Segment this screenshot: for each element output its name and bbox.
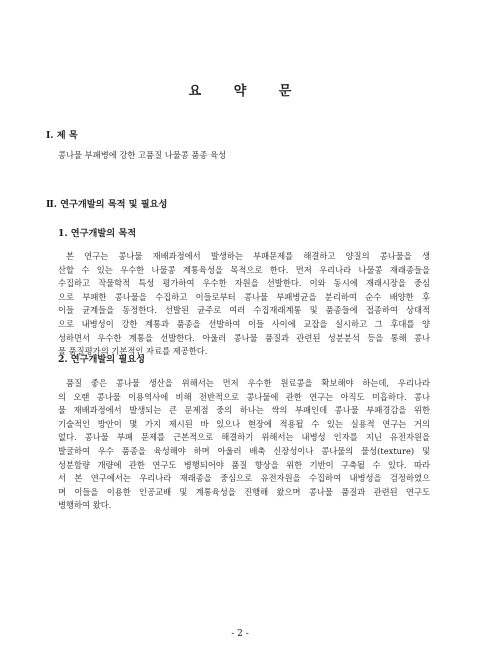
paragraph-line: 발굴하여 우수 품종을 육성해야 하며 아울러 배축 신장성이나 콩나물의 물성(texture) 및 <box>58 446 430 456</box>
paragraph-line: 품질 좋은 콩나물 생산을 위해서는 먼저 우수한 원료콩을 확보해야 하는데, 우리나라 <box>66 378 430 388</box>
page-number: - 2 - <box>231 629 249 639</box>
paragraph-line: 성분함량 개량에 관한 연구도 병행되어야 품질 향상을 위한 기반이 구축될 수 있다. 따라 <box>58 459 430 470</box>
subsection-heading-necessity: 2. 연구개발의 필요성 <box>58 354 145 365</box>
paragraph-line: 병행하여 왔다. <box>58 500 112 511</box>
paragraph-line: 며 이들을 이용한 인공교배 및 계통육성을 진행해 왔으며 콩나물 품질과 관련된 연구도 <box>58 486 430 497</box>
paragraph-line: 물 품질평가의 기본적인 자료를 제공한다. <box>58 346 208 357</box>
paragraph-line: 서 본 연구에서는 우리나라 재래종을 중심으로 유전자원을 수집하여 내병성을 검정하였으 <box>58 473 430 484</box>
section-heading-title: Ⅰ. 제 목 <box>46 130 78 141</box>
paragraph-line: 없다. 콩나물 부패 문제를 근본적으로 해결하기 위해서는 내병성 인자를 지닌 유전자원을 <box>58 432 430 443</box>
section-heading-purpose-necessity: Ⅱ. 연구개발의 목적 및 필요성 <box>46 199 168 210</box>
paragraph-line: 으로 부패한 콩나물을 수집하고 이들로부터 콩나물 부패병균을 분리하여 순수 배양한 후 <box>58 291 430 302</box>
paragraph-line: 산할 수 있는 우수한 나물콩 계통육성을 목적으로 한다. 먼저 우리나라 나물콩 재래종들을 <box>58 264 430 275</box>
subsection-heading-purpose: 1. 연구개발의 목적 <box>58 228 137 239</box>
paragraph-line: 성하면서 우수한 계통을 선발한다. 아울러 콩나물 품질과 관련된 성분분석 등을 통해 콩나 <box>58 332 430 343</box>
paragraph-line: 물 재배과정에서 발생되는 큰 문제점 중의 하나는 싹의 부패인데 콩나물 부패경감을 위한 <box>58 405 430 416</box>
paragraph-line: 수집하고 작물학적 특성 평가하여 우수한 자원을 선발한다. 이와 동시에 재래시장을 중심 <box>58 278 430 289</box>
paragraph-line: 이들 균계들을 동정한다. 선발된 균주로 여러 수집재래계통 및 품종들에 접종하여 상대적 <box>58 305 430 316</box>
paragraph-line: 기술적인 방안이 몇 가지 제시된 바 있으나 현장에 적용될 수 있는 실용적 연구는 거의 <box>58 418 430 429</box>
paragraph-line: 의 오랜 콩나물 이용역사에 비해 전반적으로 콩나물에 관한 연구는 아직도 미흡하다. 콩나 <box>58 391 430 402</box>
paragraph-line: 으로 내병성이 강한 계통과 품종을 선발하여 이들 사이에 교잡을 실시하고 그 후대를 양 <box>58 319 430 329</box>
paragraph-line: 본 연구는 콩나물 재배과정에서 발생하는 부패문제를 해결하고 양질의 콩나물을 생 <box>66 251 430 261</box>
page-title: 요 약 문 <box>188 84 306 99</box>
project-title-text: 콩나물 부패병에 강한 고품질 나물콩 품종 육성 <box>58 150 227 160</box>
